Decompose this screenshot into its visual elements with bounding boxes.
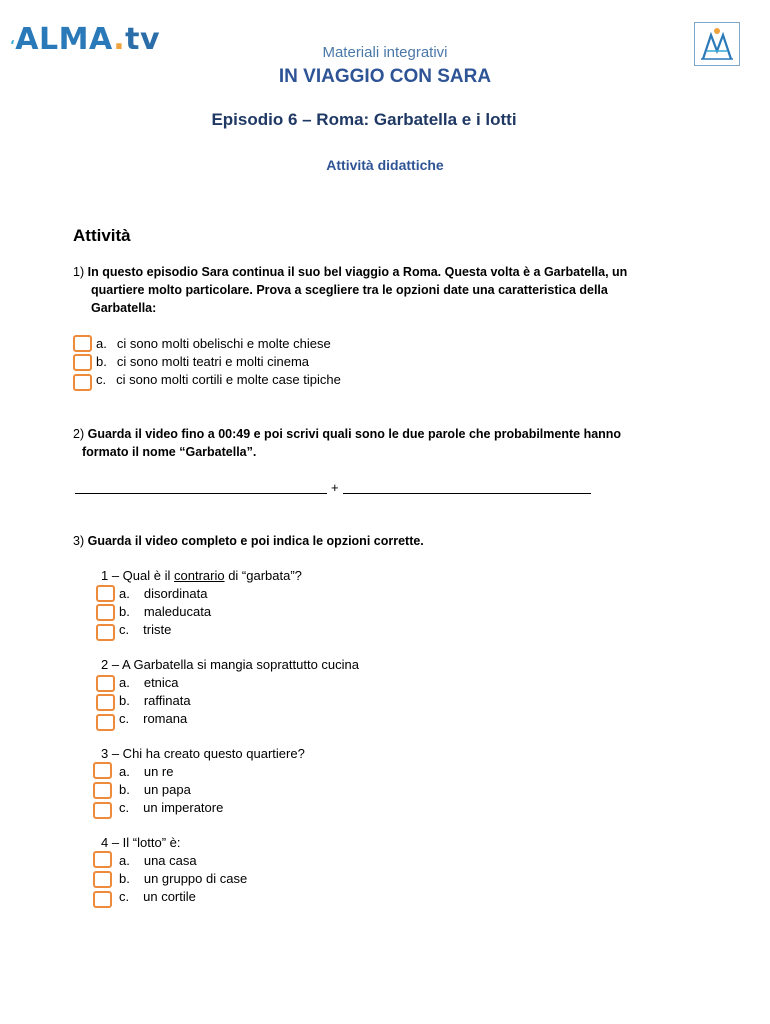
sub2-option-a-checkbox[interactable] [96, 675, 115, 692]
plus-sign: + [331, 480, 339, 495]
q1-option-b: b. ci sono molti teatri e molti cinema [96, 354, 310, 369]
subquestion-3-title: 3 – Chi ha creato questo quartiere? [101, 746, 305, 761]
sub2-option-c: c. romana [119, 711, 188, 726]
question-1-line3: Garbatella: [91, 301, 157, 315]
sub4-option-b: b. un gruppo di case [119, 871, 248, 886]
question-2: 2) Guarda il video fino a 00:49 e poi scrivi quali sono le due parole che probabilmente hanno [73, 427, 622, 441]
sub1-option-a-checkbox[interactable] [96, 585, 115, 602]
sub2-option-b: b. raffinata [119, 693, 191, 708]
q1-option-b-checkbox[interactable] [73, 354, 92, 371]
sub3-option-a: a. un re [119, 764, 174, 779]
sub4-option-c: c. un cortile [119, 889, 196, 904]
sub4-option-a-checkbox[interactable] [93, 851, 112, 868]
question-2-line2: formato il nome “Garbatella”. [82, 445, 257, 459]
sub4-option-a: a. una casa [119, 853, 197, 868]
section-title: Attività [73, 226, 131, 245]
sub2-option-b-checkbox[interactable] [96, 694, 115, 711]
sub4-option-c-checkbox[interactable] [93, 891, 112, 908]
sub3-option-a-checkbox[interactable] [93, 762, 112, 779]
subquestion-4-title: 4 – Il “lotto” è: [101, 835, 181, 850]
sub3-option-b: b. un papa [119, 782, 191, 797]
sub3-option-b-checkbox[interactable] [93, 782, 112, 799]
alma-tv-logo: ‘ALMA.tv [10, 22, 161, 57]
sub1-option-a: a. disordinata [119, 586, 208, 601]
sub2-option-c-checkbox[interactable] [96, 714, 115, 731]
answer-line-1[interactable] [75, 493, 327, 494]
question-3: 3) Guarda il video completo e poi indica le opzioni corrette. [73, 534, 424, 548]
page-title: IN VIAGGIO CON SARA [278, 66, 492, 87]
q1-option-c-checkbox[interactable] [73, 374, 92, 391]
episode-title: Episodio 6 – Roma: Garbatella e i lotti [211, 110, 517, 129]
sub1-option-b-checkbox[interactable] [96, 604, 115, 621]
subquestion-2-title: 2 – A Garbatella si mangia soprattutto cucina [101, 657, 359, 672]
q1-option-a-checkbox[interactable] [73, 335, 92, 352]
sub2-option-a: a. etnica [119, 675, 179, 690]
sub1-option-c: c. triste [119, 622, 172, 637]
question-1-line2: quartiere molto particolare. Prova a scegliere tra le opzioni date una caratteristica della [91, 283, 608, 297]
question-1: 1) In questo episodio Sara continua il suo bel viaggio a Roma. Questa volta è a Garbatella, un [73, 265, 628, 279]
q1-option-a: a. ci sono molti obelischi e molte chiese [96, 336, 331, 351]
q1-option-c: c. ci sono molti cortili e molte case tipiche [96, 372, 341, 387]
materials-subtitle: Materiali integrativi [322, 44, 448, 61]
sub4-option-b-checkbox[interactable] [93, 871, 112, 888]
subquestion-1-title: 1 – Qual è il contrario di “garbata”? [101, 568, 302, 583]
sub1-option-b: b. maleducata [119, 604, 212, 619]
activities-label: Attività didattiche [326, 157, 444, 173]
sub1-option-c-checkbox[interactable] [96, 624, 115, 641]
answer-line-2[interactable] [343, 493, 591, 494]
sub3-option-c: c. un imperatore [119, 800, 224, 815]
sub3-option-c-checkbox[interactable] [93, 802, 112, 819]
